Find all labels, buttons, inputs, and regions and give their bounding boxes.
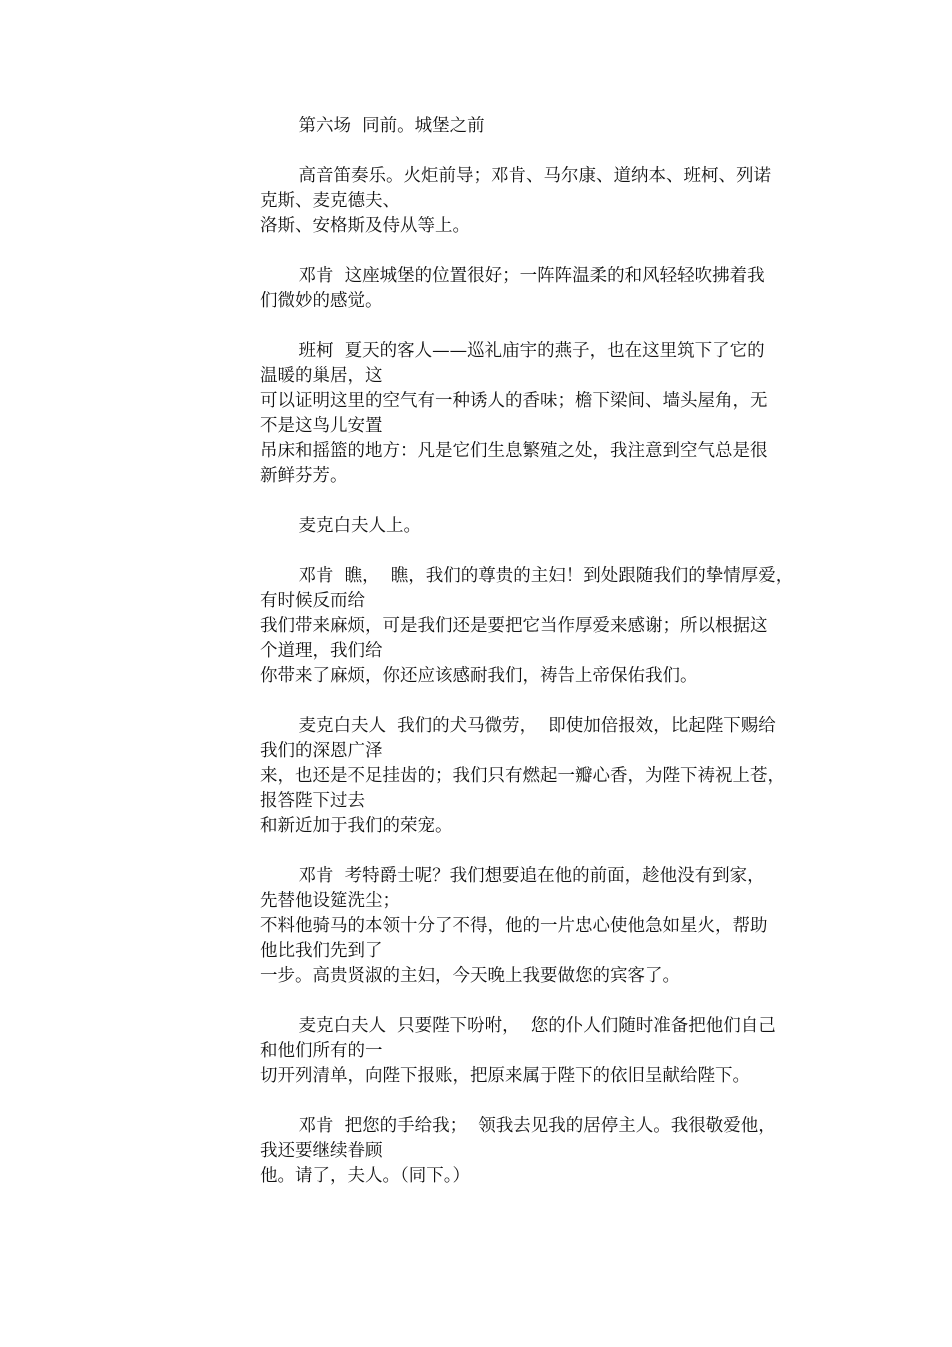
text-line: 麦克白夫人上。 — [298, 516, 421, 536]
text-line: 班柯 夏天的客人——巡礼庙宇的燕子，也在这里筑下了它的 — [298, 341, 765, 361]
text-line: 他。请了，夫人。（同下。） — [260, 1166, 470, 1186]
text-line: 们微妙的感觉。 — [260, 291, 383, 311]
text-line: 不是这鸟儿安置 — [260, 416, 383, 436]
text-line: 我们的深恩广泽 — [260, 741, 383, 761]
paragraph-lady-macbeth-1 — [260, 714, 812, 839]
paragraph-lady-macbeth-2 — [260, 1014, 812, 1089]
text-line: 我们带来麻烦，可是我们还是要把它当作厚爱来感谢；所以根据这 — [260, 616, 768, 636]
text-line: 你带来了麻烦，你还应该感耐我们，祷告上帝保佑我们。 — [260, 666, 698, 686]
text-line: 报答陛下过去 — [260, 791, 365, 811]
text-line: 我还要继续眷顾 — [260, 1141, 383, 1161]
text-line: 他比我们先到了 — [260, 941, 383, 961]
text-line: 温暖的巢居，这 — [260, 366, 383, 386]
text-line: 邓肯 把您的手给我； 领我去见我的居停主人。我很敬爱他， — [298, 1116, 776, 1136]
text-line: 第六场 同前。城堡之前 — [298, 116, 485, 136]
paragraph-duncan-4 — [260, 1114, 812, 1189]
text-line: 麦克白夫人 我们的犬马微劳， 即使加倍报效，比起陛下赐给 — [298, 716, 776, 736]
text-line: 有时候反而给 — [260, 591, 365, 611]
text-line: 克斯、麦克德夫、 — [260, 191, 400, 211]
text-line: 不料他骑马的本领十分了不得，他的一片忠心使他急如星火，帮助 — [260, 916, 768, 936]
paragraph-duncan-2 — [260, 564, 812, 689]
text-line: 邓肯 考特爵士呢？我们想要追在他的前面，趁他没有到家， — [298, 866, 765, 886]
text-line: 个道理，我们给 — [260, 641, 383, 661]
text-line: 可以证明这里的空气有一种诱人的香味；檐下梁间、墙头屋角，无 — [260, 391, 768, 411]
text-line: 新鲜芬芳。 — [260, 466, 348, 486]
paragraph-stage-direction-2 — [260, 514, 812, 539]
text-line: 邓肯 瞧， 瞧，我们的尊贵的主妇！到处跟随我们的挚情厚爱， — [298, 566, 794, 586]
text-line: 切开列清单，向陛下报账，把原来属于陛下的依旧呈献给陛下。 — [260, 1066, 750, 1086]
text-line: 高音笛奏乐。火炬前导；邓肯、马尔康、道纳本、班柯、列诺 — [298, 166, 771, 186]
document-page — [260, 114, 812, 1214]
text-line: 洛斯、安格斯及侍从等上。 — [260, 216, 470, 236]
paragraph-stage-direction-1 — [260, 164, 812, 239]
text-line: 和他们所有的一 — [260, 1041, 383, 1061]
text-line: 来，也还是不足挂齿的；我们只有燃起一瓣心香，为陛下祷祝上苍， — [260, 766, 785, 786]
text-line: 吊床和摇篮的地方：凡是它们生息繁殖之处，我注意到空气总是很 — [260, 441, 768, 461]
paragraph-duncan-3 — [260, 864, 812, 989]
text-line: 麦克白夫人 只要陛下吩咐， 您的仆人们随时准备把他们自己 — [298, 1016, 776, 1036]
text-line: 先替他设筵洗尘； — [260, 891, 400, 911]
text-line: 邓肯 这座城堡的位置很好；一阵阵温柔的和风轻轻吹拂着我 — [298, 266, 765, 286]
paragraph-duncan-1 — [260, 264, 812, 314]
paragraph-banquo-1 — [260, 339, 812, 489]
text-line: 一步。高贵贤淑的主妇，今天晚上我要做您的宾客了。 — [260, 966, 680, 986]
text-line: 和新近加于我们的荣宠。 — [260, 816, 453, 836]
paragraph-scene-heading — [260, 114, 812, 139]
